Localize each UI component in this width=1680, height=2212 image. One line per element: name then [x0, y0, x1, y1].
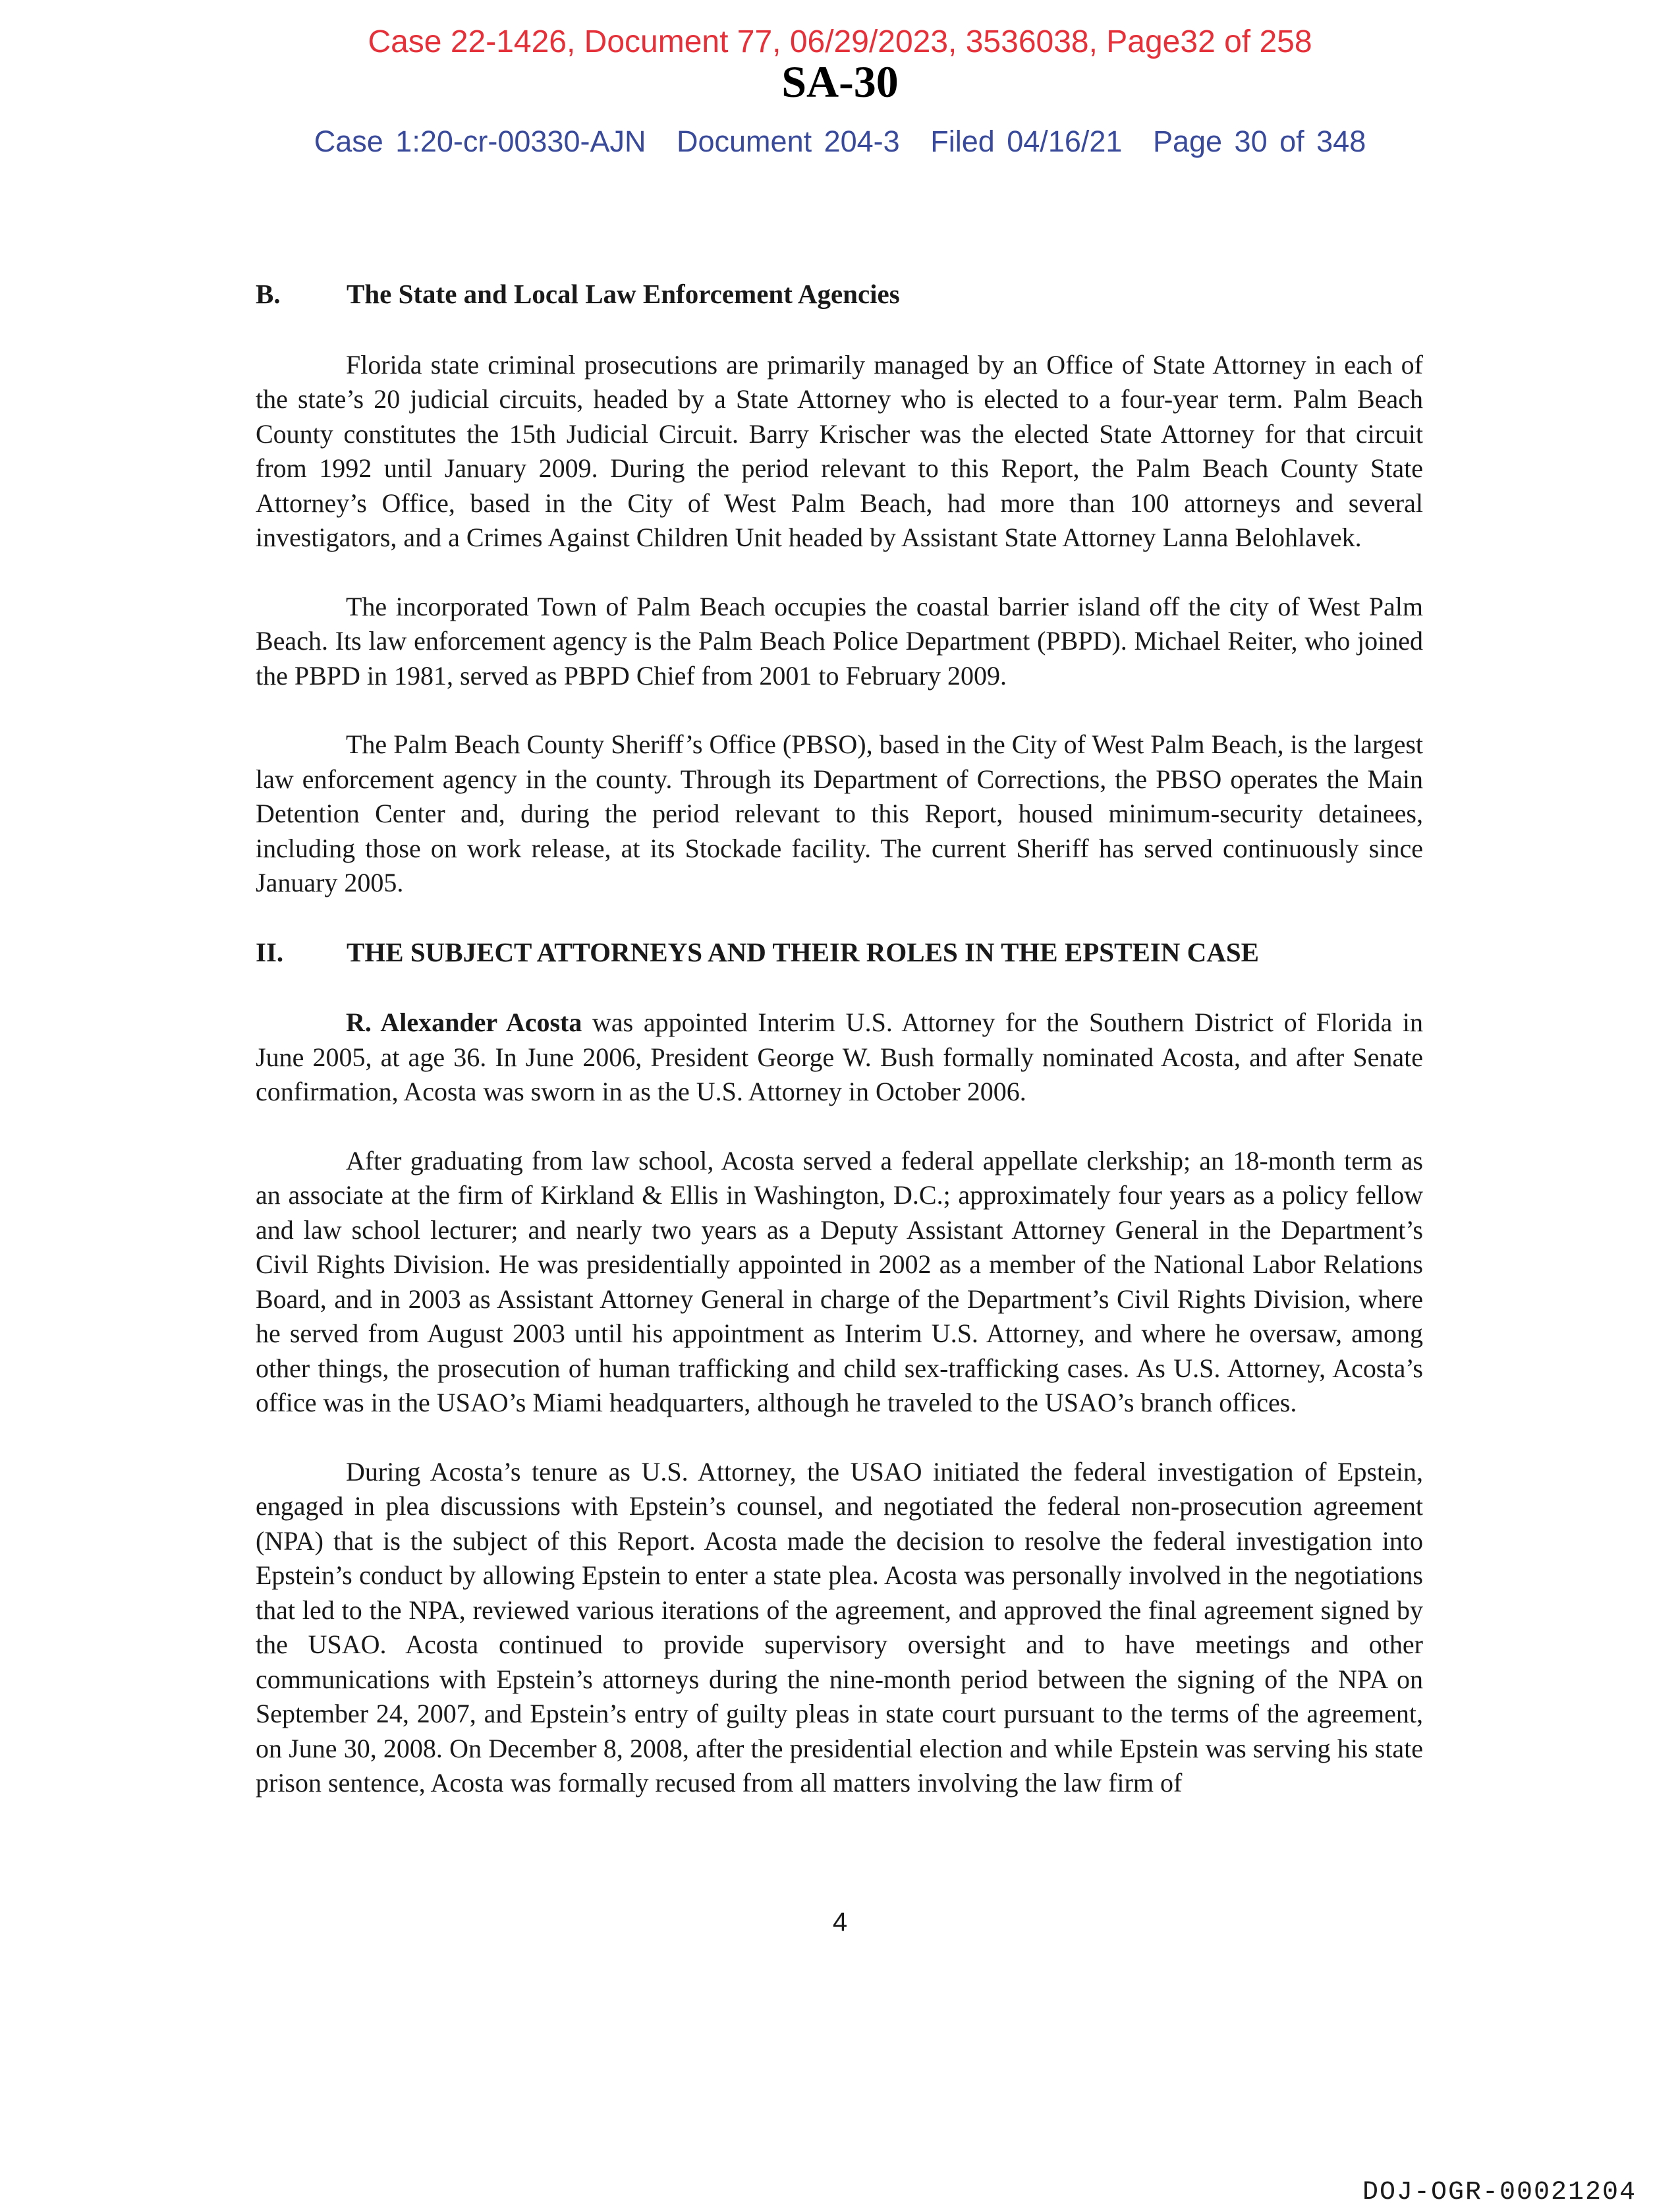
appeal-case-stamp: Case 22-1426, Document 77, 06/29/2023, 3536038, Page32 of 258 — [368, 24, 1312, 59]
acosta-appointment-text: was appointed Interim U.S. Attorney for the Southern District of Florida in June 2005, at age 36. In June 2006, President George W. Bush formally nominated Acosta, and after Senate confirmation, Acosta was sworn in as the U.S. Attorney in October 2006. — [256, 1007, 1423, 1106]
paragraph-acosta-tenure: During Acosta’s tenure as U.S. Attorney, the USAO initiated the federal investigation of Epstein, engaged in plea discussions with Epstein’s counsel, and negotiated the federal non-prosecution agreement (NPA) that is the subject of this Report. Acosta made the decision to resolve the federal investigation into Epstein’s conduct by allowing Epstein to enter a state plea. Acosta was personally involved in the negotiations that led to the NPA, reviewed various iterations of the agreement, and approved the final agreement signed by the USAO. Acosta continued to provide supervisory oversight and to have meetings and other communications with Epstein’s attorneys during the nine-month period between the signing of the NPA on September 24, 2007, and Epstein’s entry of guilty pleas in state court pursuant to the terms of the agreement, on June 30, 2008. On December 8, 2008, after the presidential election and while Epstein was serving his state prison sentence, Acosta was formally recused from all matters involving the law firm of — [256, 1456, 1423, 1798]
section-b-heading — [256, 277, 1423, 312]
district-filed-date: Filed 04/16/21 — [930, 125, 1123, 158]
district-page-number: Page 30 of 348 — [1152, 125, 1366, 158]
paragraph-acosta-appointment — [256, 1006, 1423, 1110]
document-body — [256, 277, 1423, 1801]
paragraph-state-attorney: Florida state criminal prosecutions are primarily managed by an Office of State Attorney in each of the state’s 20 judicial circuits, headed by a State Attorney who is elected to a four-year term. Palm Beach County constitutes the 15th Judicial Circuit. Barry Krischer was the elected State Attorney for that circuit from 1992 until January 2009. During the period relevant to this Report, the Palm Beach County State Attorney’s Office, based in the City of West Palm Beach, had more than 100 attorneys and several investigators, and a Crimes Against Children Unit headed by Assistant State Attorney Lanna Belohlavek. — [256, 349, 1423, 552]
paragraph-pbpd: The incorporated Town of Palm Beach occupies the coastal barrier island off the city of West Palm Beach. Its law enforcement agency is the Palm Beach Police Department (PBPD). Michael Reiter, who joined the PBPD in 1981, served as PBPD Chief from 2001 to February 2009. — [256, 591, 1423, 691]
district-document-number: Document 204-3 — [677, 125, 900, 158]
section-ii-title: THE SUBJECT ATTORNEYS AND THEIR ROLES IN THE EPSTEIN CASE — [347, 936, 1259, 967]
appendix-page-label: SA-30 — [781, 57, 899, 107]
section-ii-number: II. — [256, 936, 284, 967]
paragraph-acosta-background: After graduating from law school, Acosta served a federal appellate clerkship; an 18-month term as an associate at the firm of Kirkland & Ellis in Washington, D.C.; approximately four years as a policy fellow and law school lecturer; and nearly two years as a Deputy Assistant Attorney General in the Department’s Civil Rights Division. He was presidentially appointed in 2002 as a member of the National Labor Relations Board, and in 2003 as Assistant Attorney General in charge of the Department’s Civil Rights Division, where he served from August 2003 until his appointment as Interim U.S. Attorney, and where he oversaw, among other things, the prosecution of human trafficking and child sex-trafficking cases. As U.S. Attorney, Acosta’s office was in the USAO’s Miami headquarters, although he traveled to the USAO’s branch offices. — [256, 1145, 1423, 1417]
section-ii-heading — [256, 935, 1423, 970]
paragraph-pbso: The Palm Beach County Sheriff’s Office (PBSO), based in the City of West Palm Beach, is the largest law enforcement agency in the county. Through its Department of Corrections, the PBSO operates the Main Detention Center and, during the period relevant to this Report, housed minimum-security detainees, including those on work release, at its Stockade facility. The current Sheriff has served continuously since January 2005. — [256, 729, 1423, 897]
district-case-stamp — [0, 127, 1680, 156]
section-b-title: The State and Local Law Enforcement Agencies — [347, 279, 900, 309]
acosta-name-bold: R. Alexander Acosta — [346, 1007, 582, 1037]
bates-number: DOJ-OGR-00021204 — [1362, 2178, 1637, 2207]
district-case-number: Case 1:20-cr-00330-AJN — [314, 125, 646, 158]
page-number: 4 — [832, 1908, 848, 1937]
section-b-number: B. — [256, 279, 281, 309]
